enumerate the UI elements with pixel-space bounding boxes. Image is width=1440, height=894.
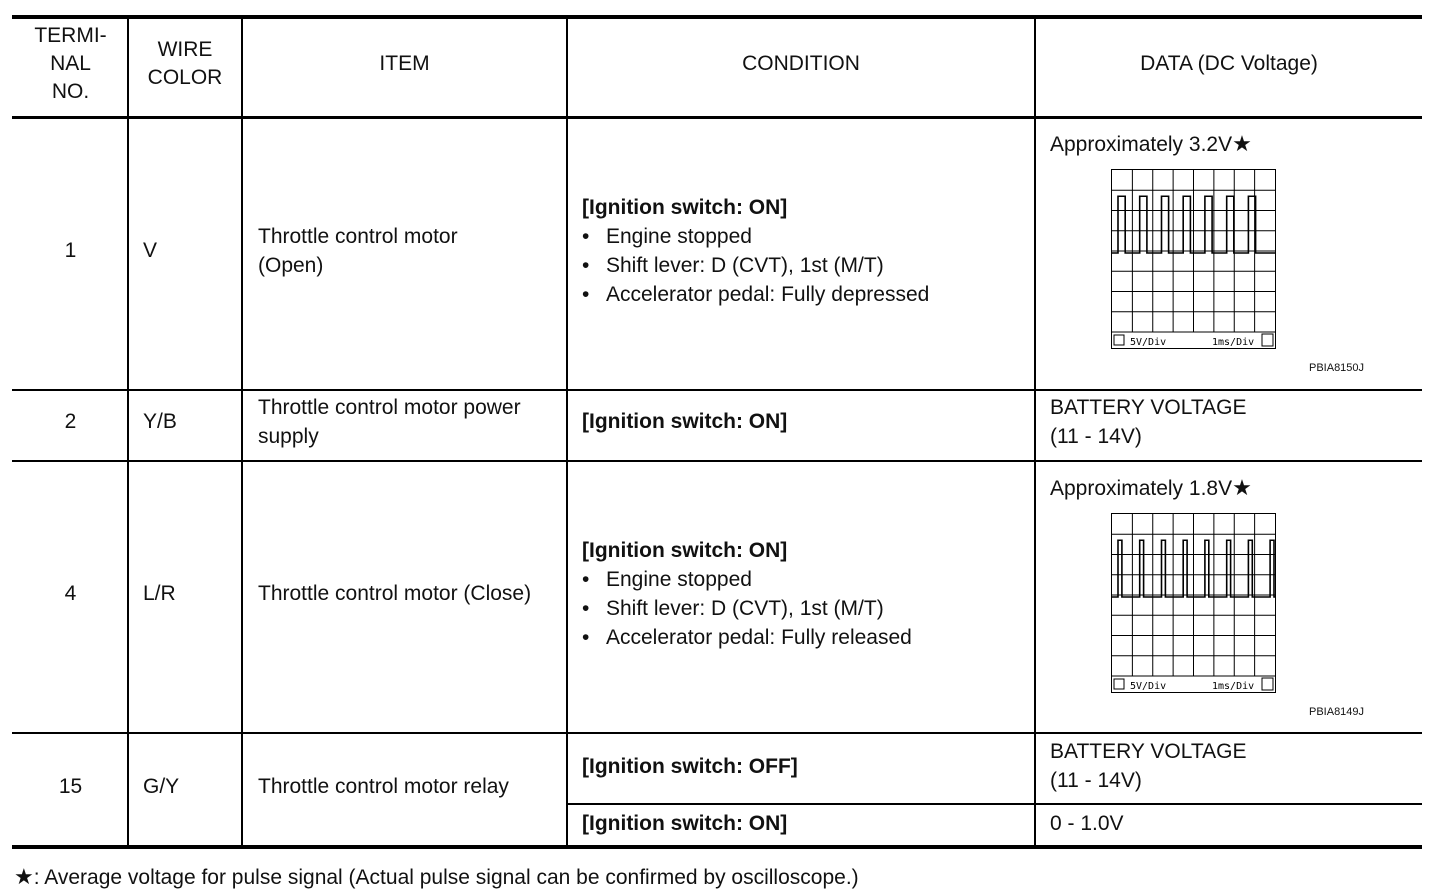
- item-name: Throttle control motor (Open): [258, 225, 458, 277]
- condition-bullet: • Engine stopped: [582, 225, 752, 248]
- condition-heading: [Ignition switch: OFF]: [582, 755, 798, 778]
- star-icon: ★: [1232, 475, 1252, 500]
- column-divider: [127, 17, 129, 847]
- header-terminal: TERMI- NAL NO.: [34, 24, 107, 103]
- row-divider: [12, 732, 1422, 734]
- oscilloscope-waveform: [1111, 513, 1276, 693]
- header-wire-color: WIRE COLOR: [147, 38, 223, 89]
- trigger-icon: [1262, 678, 1273, 690]
- header-condition: CONDITION: [742, 52, 860, 75]
- data-value: BATTERY VOLTAGE (11 - 14V): [1050, 396, 1247, 448]
- terminal-number: 4: [64, 582, 77, 605]
- row-divider: [12, 460, 1422, 462]
- item-name: Throttle control motor relay: [258, 775, 509, 798]
- star-icon: ★: [1232, 131, 1252, 156]
- data-value: Approximately 3.2V★: [1050, 131, 1252, 156]
- data-value: 0 - 1.0V: [1050, 812, 1124, 835]
- waveform-graph: [1112, 170, 1275, 348]
- time-per-div: 1ms/Div: [1212, 681, 1255, 692]
- header-bottom-border: [12, 116, 1422, 119]
- column-divider: [241, 17, 243, 847]
- table-bottom-border: [12, 845, 1422, 849]
- channel-icon: [1114, 335, 1124, 345]
- condition-bullet: • Engine stopped: [582, 568, 752, 591]
- trigger-icon: [1262, 334, 1273, 346]
- star-icon: ★: [14, 864, 34, 889]
- condition-bullet: • Accelerator pedal: Fully released: [582, 626, 912, 649]
- condition-heading: [Ignition switch: ON]: [582, 410, 788, 433]
- wire-color: Y/B: [143, 410, 177, 433]
- column-divider: [566, 17, 568, 847]
- table-top-border: [12, 15, 1422, 19]
- condition-bullet: • Shift lever: D (CVT), 1st (M/T): [582, 597, 884, 620]
- condition-heading: [Ignition switch: ON]: [582, 539, 788, 562]
- data-value: Approximately 1.8V★: [1050, 475, 1252, 500]
- figure-code: PBIA8150J: [1309, 362, 1365, 374]
- figure-code: PBIA8149J: [1309, 706, 1365, 718]
- time-per-div: 1ms/Div: [1212, 337, 1255, 348]
- waveform-graph: [1112, 514, 1275, 692]
- item-name: Throttle control motor (Close): [258, 582, 532, 605]
- header-data: DATA (DC Voltage): [1140, 52, 1318, 75]
- condition-bullet: • Shift lever: D (CVT), 1st (M/T): [582, 254, 884, 277]
- channel-icon: [1114, 679, 1124, 689]
- condition-heading: [Ignition switch: ON]: [582, 196, 788, 219]
- wire-color: L/R: [143, 582, 176, 605]
- data-value: BATTERY VOLTAGE (11 - 14V): [1050, 740, 1247, 792]
- terminal-number: 15: [58, 775, 83, 798]
- row-divider: [12, 389, 1422, 391]
- footnote: ★: Average voltage for pulse signal (Actual pulse signal can be confirmed by oscilloscope.): [14, 864, 859, 889]
- oscilloscope-waveform: [1111, 169, 1276, 349]
- column-divider: [1034, 17, 1036, 847]
- row-divider: [567, 803, 1422, 805]
- condition-bullet: • Accelerator pedal: Fully depressed: [582, 283, 930, 306]
- wire-color: G/Y: [143, 775, 180, 798]
- terminal-number: 1: [64, 239, 77, 262]
- volts-per-div: 5V/Div: [1130, 681, 1167, 692]
- item-name: Throttle control motor power supply: [258, 396, 521, 448]
- terminal-number: 2: [64, 410, 77, 433]
- wire-color: V: [143, 239, 158, 262]
- header-item: ITEM: [379, 52, 430, 75]
- volts-per-div: 5V/Div: [1130, 337, 1167, 348]
- condition-heading: [Ignition switch: ON]: [582, 812, 788, 835]
